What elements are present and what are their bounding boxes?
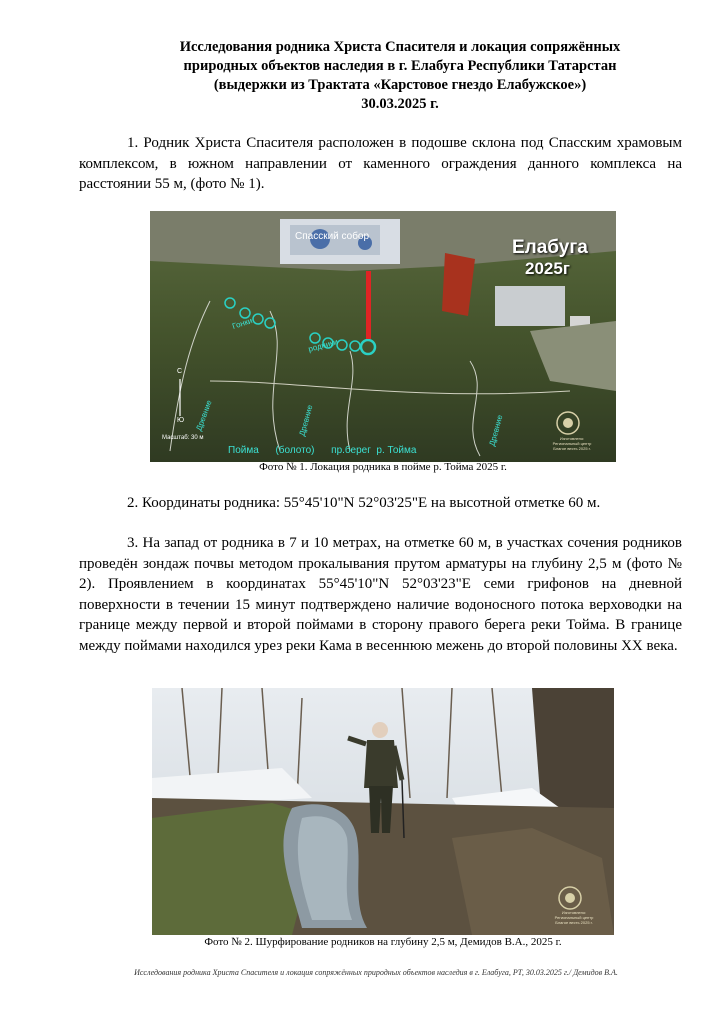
label-north: С bbox=[177, 368, 183, 375]
photo-2-caption: Фото № 2. Шурфирование родников на глубину 2,5 м, Демидов В.А., 2025 г. bbox=[204, 936, 562, 948]
title-line-4: 30.03.2025 г. bbox=[361, 96, 439, 112]
label-cathedral: Спасский собор bbox=[295, 231, 370, 242]
label-drevnie-2: Древние bbox=[297, 403, 315, 438]
label-bottom: Пойма (болото) пр.берег р. Тойма bbox=[228, 445, 417, 456]
label-city: Елабуга bbox=[512, 237, 588, 258]
label-drevnie-1: Древние bbox=[194, 398, 214, 433]
stamp-text-2: Изготовлено: Региональный центр Благое весть 2025 г. bbox=[554, 910, 594, 925]
label-drevnie-3: Древние bbox=[487, 413, 505, 448]
label-scale: Масштаб: 30 м bbox=[162, 435, 204, 441]
stamp-text-1: Изготовлено: Региональный центр Благое весть 2025 г. bbox=[552, 436, 592, 451]
photo-2-field-survey bbox=[152, 688, 614, 935]
photo-1-aerial-map bbox=[150, 211, 616, 462]
paragraph-3-text: 3. На запад от родника в 7 и 10 метрах, на отметке 60 м, в участках сочения родников проведён зондаж почвы методом прокалывания прутом арматуры на глубину 2,5 м (фото № 2). Проявлением в координатах 55°45'10"N 52°03'23"E семи грифонов на дневной поверхности в течении 15 минут подтверждено наличие водоносного потока верховодки на границе между первой и второй поймами в сторону правого берега реки Тойма. В границе между поймами находился урез реки Кама в весеннюю межень до второй половины XX века. bbox=[79, 535, 682, 654]
field-survey-image bbox=[152, 688, 614, 935]
title-line-1: Исследования родника Христа Спасителя и локация сопряжённых bbox=[179, 39, 621, 55]
page-footer: Исследования родника Христа Спасителя и локация сопряжённых природных объектов наследия в г. Елабуга, РТ, 30.03.2025 г./ Демидов В.А. bbox=[134, 968, 618, 977]
label-rodniki: родники bbox=[307, 337, 339, 354]
document-title bbox=[100, 38, 700, 114]
paragraph-1 bbox=[79, 133, 682, 195]
label-south: Ю bbox=[177, 417, 185, 424]
label-year: 2025г bbox=[525, 259, 570, 278]
title-line-3: (выдержки из Трактата «Карстовое гнездо Елабужское») bbox=[213, 77, 587, 93]
title-line-2: природных объектов наследия в г. Елабуга Республики Татарстан bbox=[183, 58, 617, 74]
label-gonki: Гонки bbox=[231, 316, 254, 331]
paragraph-1-text: 1. Родник Христа Спасителя расположен в подошве склона под Спасским храмовым комплексом, в южном направлении от каменного ограждения данного комплекса на расстоянии 55 м, (фото № 1). bbox=[79, 135, 682, 192]
paragraph-2-text: 2. Координаты родника: 55°45'10"N 52°03'25"E на высотной отметке 60 м. bbox=[127, 495, 601, 511]
paragraph-3 bbox=[79, 533, 682, 656]
paragraph-2 bbox=[79, 493, 682, 514]
photo-1-caption: Фото № 1. Локация родника в пойме р. Тойма 2025 г. bbox=[259, 461, 507, 473]
